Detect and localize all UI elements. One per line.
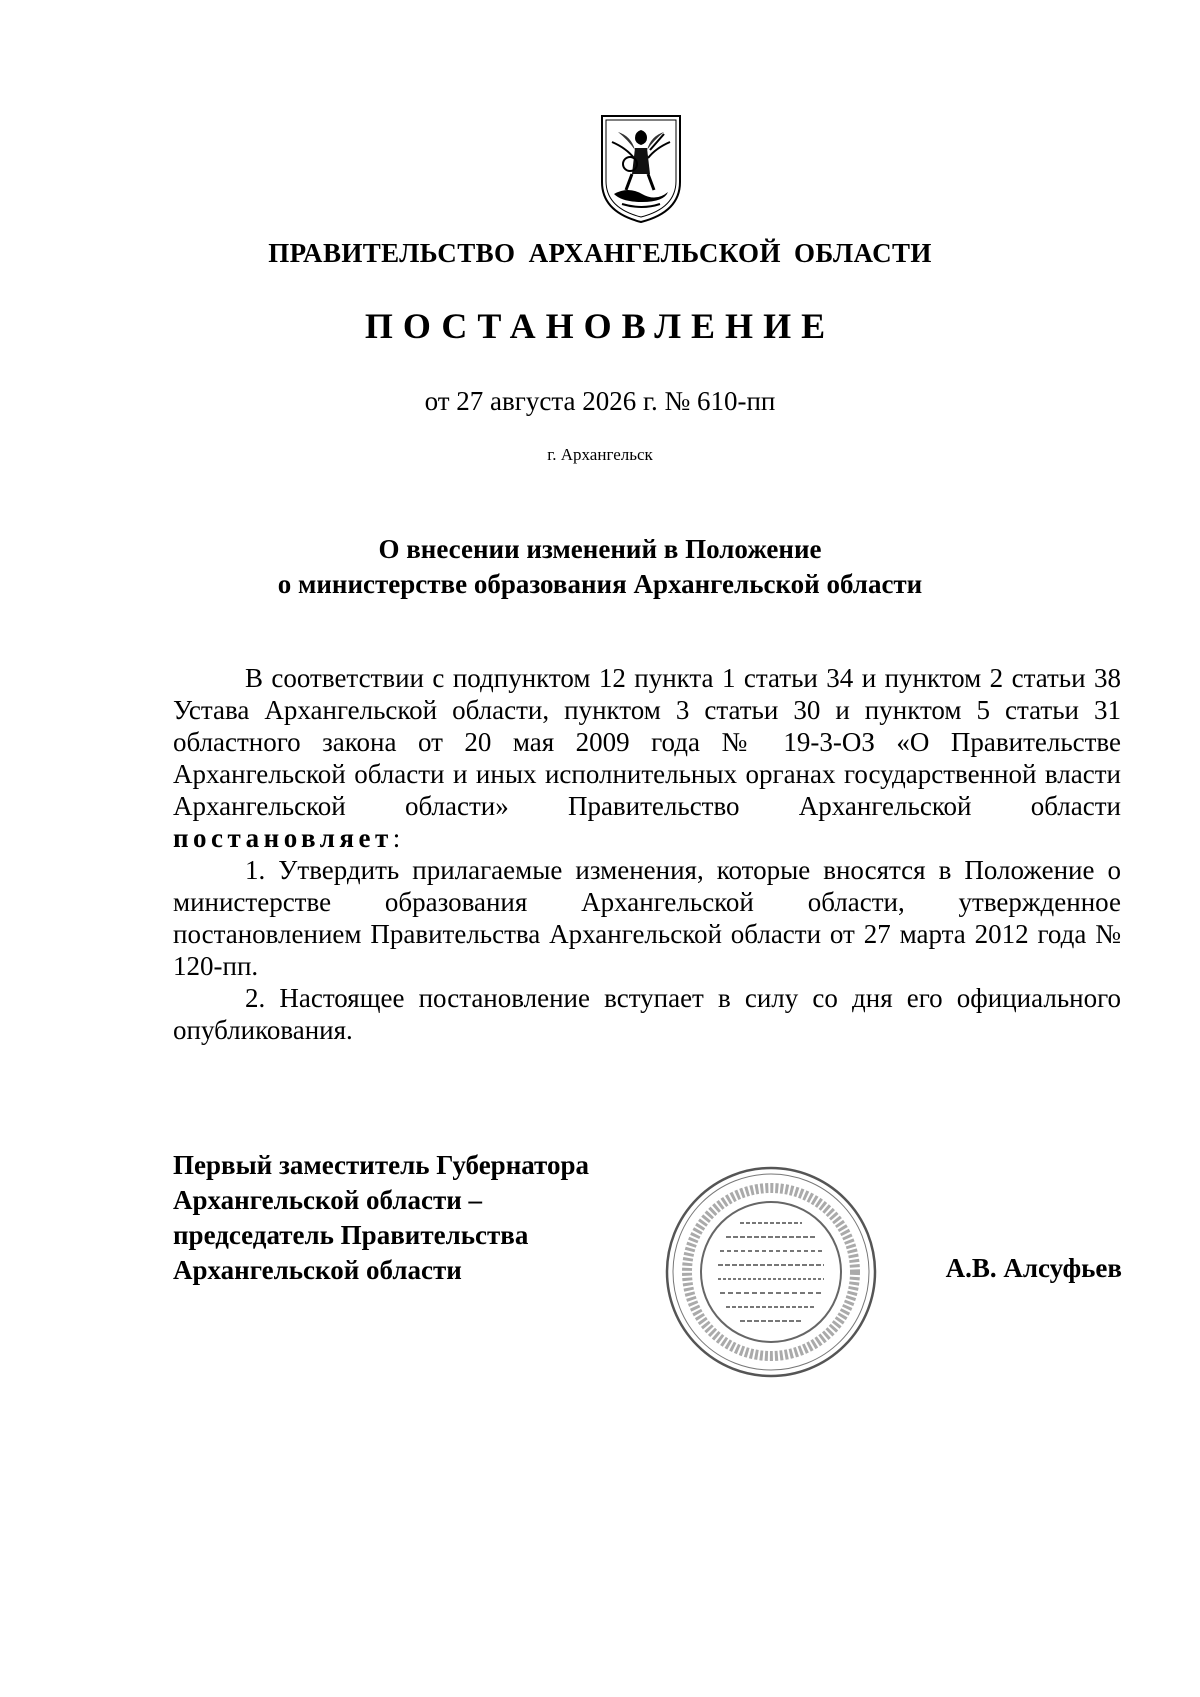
government-title: ПРАВИТЕЛЬСТВО АРХАНГЕЛЬСКОЙ ОБЛАСТИ (268, 238, 932, 268)
signer-position-line-2: Архангельской области – (173, 1185, 483, 1215)
coat-of-arms-icon (598, 112, 684, 224)
resolves-word: постановляет (173, 823, 393, 853)
preamble-paragraph (173, 662, 1121, 854)
item-1-paragraph: 1. Утвердить прилагаемые изменения, которые вносятся в Положение о министерстве образования Архангельской области, утвержденное постановлением Правительства Архангельской области от 27 марта 2012 года № 120-пп. (173, 855, 1121, 981)
document-body (173, 662, 1121, 1046)
signer-name: А.В. Алсуфьев (945, 1253, 1122, 1283)
resolves-colon: : (392, 823, 401, 853)
signer-position-line-3: председатель Правительства (173, 1220, 529, 1250)
document-type: ПОСТАНОВЛЕНИЕ (364, 306, 836, 346)
signer-position (173, 1148, 589, 1288)
preamble-text: В соответствии с подпунктом 12 пункта 1 статьи 34 и пунктом 2 статьи 38 Устава Архангельской области, пунктом 3 статьи 30 и пунктом 5 статьи 31 областного закона от 20 мая 2009 года № 19-3-ОЗ «О Правительстве Архангельской области и иных исполнительных органах государственной власти Архангельской области» Правительство Архангельской области (173, 663, 1121, 821)
subject-line-1: О внесении изменений в Положение (378, 534, 822, 564)
official-seal-icon (662, 1163, 880, 1381)
document-date-number: от 27 августа 2026 г. № 610-пп (424, 386, 776, 416)
signer-position-line-1: Первый заместитель Губернатора (173, 1150, 589, 1180)
document-subject (0, 532, 1200, 602)
signer-position-line-4: Архангельской области (173, 1255, 462, 1285)
subject-line-2: о министерстве образования Архангельской области (277, 569, 923, 599)
document-city: г. Архангельск (547, 445, 653, 464)
item-2-paragraph: 2. Настоящее постановление вступает в силу со дня его официального опубликования. (173, 983, 1121, 1045)
